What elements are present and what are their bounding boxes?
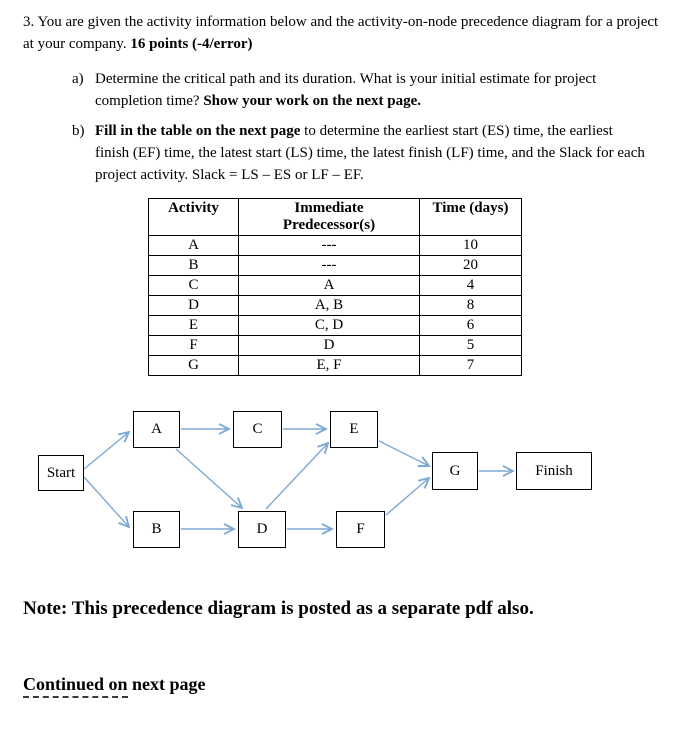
item-b-bold-text: Fill in the table on the next page: [95, 123, 301, 139]
cell-activity: B: [149, 256, 239, 276]
cell-activity: E: [149, 316, 239, 336]
cell-activity: G: [149, 356, 239, 376]
cell-activity: C: [149, 276, 239, 296]
col-header-predecessor: [239, 199, 420, 236]
col-header-activity: Activity: [149, 199, 239, 236]
cell-predecessor: E, F: [239, 356, 420, 376]
cell-time: 10: [420, 236, 522, 256]
table-row: [149, 236, 522, 256]
cell-time: 5: [420, 336, 522, 356]
cell-predecessor: D: [239, 336, 420, 356]
item-a-body: [95, 68, 647, 112]
item-b-text: to determine the earliest start (ES) time, the earliest finish (EF) time, the latest start (LS) time, the latest finish (LF) time, and the Slack for each project activity. Slack = LS – ES or LF – EF.: [95, 123, 645, 183]
table-row: [149, 356, 522, 376]
item-a-marker: a): [72, 71, 84, 87]
item-a-bold-text: Show your work on the next page.: [203, 93, 421, 109]
cell-time: 20: [420, 256, 522, 276]
continued-underlined-text: Continued on: [23, 674, 128, 698]
precedence-diagram: [0, 395, 681, 575]
node-d: D: [238, 511, 286, 548]
node-c: C: [233, 411, 282, 448]
cell-predecessor: A, B: [239, 296, 420, 316]
cell-activity: A: [149, 236, 239, 256]
item-a-text: Determine the critical path and its duration. What is your initial estimate for project completion time?: [95, 71, 597, 109]
node-finish: Finish: [516, 452, 592, 490]
node-g: G: [432, 452, 478, 490]
question-item-a: [72, 68, 647, 112]
node-e: E: [330, 411, 378, 448]
cell-activity: D: [149, 296, 239, 316]
edge-a-d: [176, 449, 242, 508]
continued-text: [23, 674, 206, 695]
question-item-b: [72, 120, 647, 186]
cell-time: 4: [420, 276, 522, 296]
note-text: Note: This precedence diagram is posted as a separate pdf also.: [23, 598, 534, 619]
edge-d-e: [266, 443, 328, 509]
edge-start-b: [84, 477, 129, 527]
cell-predecessor: A: [239, 276, 420, 296]
question-intro-text: 3. You are given the activity information below and the activity-on-node precedence diagram for a project at your company.: [23, 14, 659, 52]
node-start: Start: [38, 455, 84, 491]
cell-time: 8: [420, 296, 522, 316]
cell-activity: F: [149, 336, 239, 356]
table-row: [149, 316, 522, 336]
cell-predecessor: ---: [239, 236, 420, 256]
question-points: 16 points (-4/error): [130, 36, 253, 52]
item-b-marker: b): [72, 123, 85, 139]
node-a: A: [133, 411, 180, 448]
question-intro: [23, 11, 671, 55]
cell-predecessor: C, D: [239, 316, 420, 336]
continued-rest-text: next page: [127, 674, 206, 694]
item-b-body: [95, 120, 647, 186]
edge-start-a: [84, 432, 129, 469]
table-row: [149, 336, 522, 356]
table-row: [149, 296, 522, 316]
node-f: F: [336, 511, 385, 548]
col-header-predecessor-line1: Immediate: [294, 200, 364, 216]
edge-e-g: [379, 441, 429, 466]
col-header-time: Time (days): [420, 199, 522, 236]
cell-time: 7: [420, 356, 522, 376]
table-row: [149, 276, 522, 296]
cell-predecessor: ---: [239, 256, 420, 276]
table-row: [149, 256, 522, 276]
cell-time: 6: [420, 316, 522, 336]
node-b: B: [133, 511, 180, 548]
edge-f-g: [386, 478, 429, 515]
table-header-row: [149, 199, 522, 236]
activity-table: [148, 198, 522, 376]
col-header-predecessor-line2: Predecessor(s): [282, 217, 376, 233]
